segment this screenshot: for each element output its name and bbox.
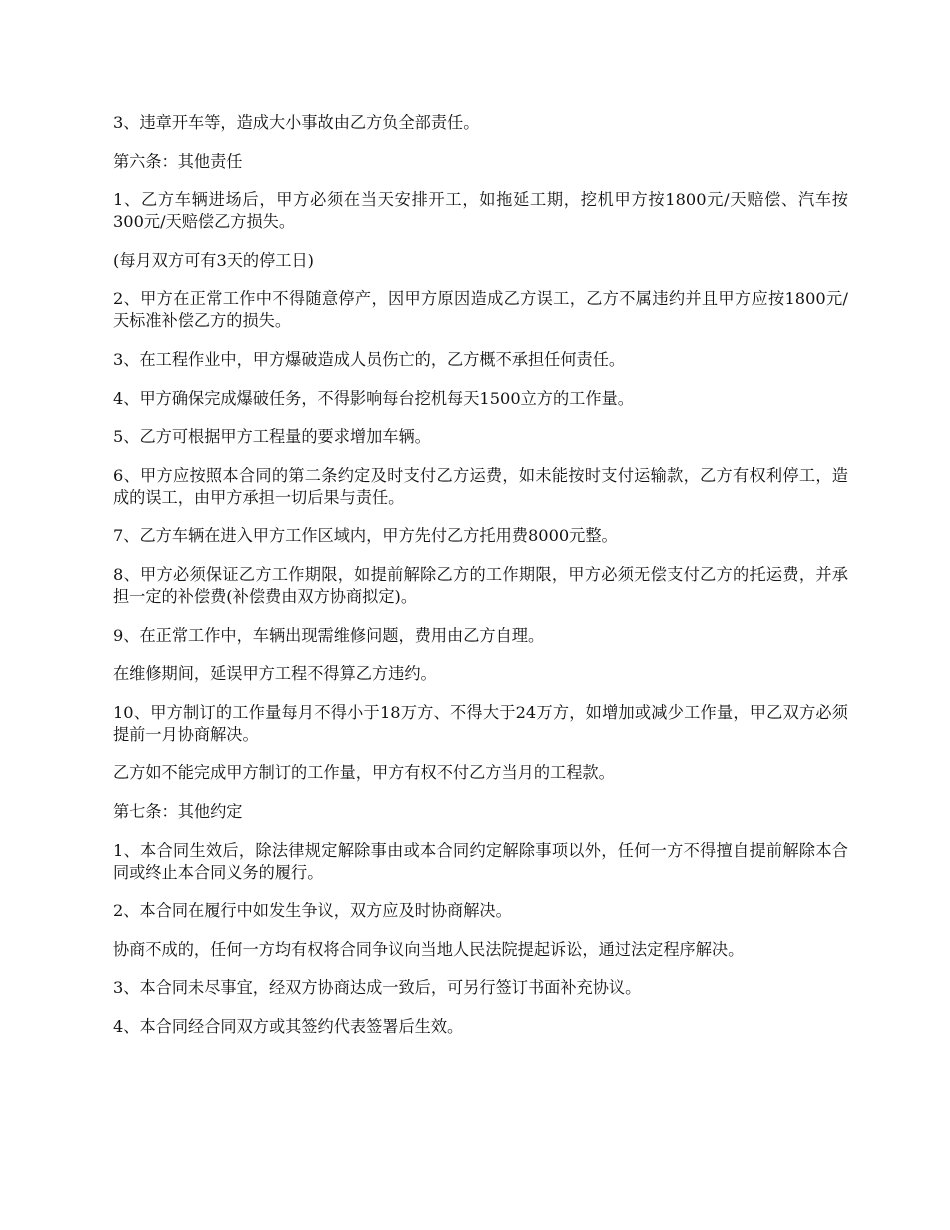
clause-5-add-vehicles: 5、乙方可根据甲方工程量的要求增加车辆。 — [113, 427, 431, 447]
note-monthly-stoppage: (每月双方可有3天的停工日) — [113, 250, 314, 270]
clause-9-maintenance: 9、在正常工作中，车辆出现需维修问题，费用由乙方自理。 — [113, 625, 545, 645]
clause-2-disputes: 2、本合同在履行中如发生争议，双方应及时协商解决。 — [113, 901, 512, 921]
clause-3-blasting-liability: 3、在工程作业中，甲方爆破造成人员伤亡的，乙方概不承担任何责任。 — [113, 349, 626, 369]
clause-4-blasting-task: 4、甲方确保完成爆破任务，不得影响每台挖机每天1500立方的工作量。 — [113, 388, 634, 408]
maintenance-note: 在维修期间，延误甲方工程不得算乙方违约。 — [113, 664, 437, 684]
article-6-heading: 第六条：其他责任 — [113, 151, 243, 171]
clause-10-workload: 10、甲方制订的工作量每月不得小于18万方、不得大于24万方，如增加或减少工作量，甲乙双方必须提前一月协商解决。 — [113, 702, 848, 744]
clause-6-payment: 6、甲方应按照本合同的第二条约定及时支付乙方运费，如未能按时支付运输款，乙方有权利停工，造成的误工，由甲方承担一切后果与责任。 — [113, 465, 848, 507]
disputes-litigation-note: 协商不成的，任何一方均有权将合同争议向当地人民法院提起诉讼，通过法定程序解决。 — [113, 939, 745, 959]
document-page — [113, 112, 848, 1054]
clause-1-no-early-termination: 1、本合同生效后，除法律规定解除事由或本合同约定解除事项以外，任何一方不得擅自提前解除本合同或终止本合同义务的履行。 — [113, 840, 848, 882]
clause-3-violation: 3、违章开车等，造成大小事故由乙方负全部责任。 — [113, 113, 480, 132]
clause-2-no-arbitrary-stop: 2、甲方在正常工作中不得随意停产，因甲方原因造成乙方误工，乙方不属违约并且甲方应按1800元/天标准补偿乙方的损失。 — [113, 289, 848, 331]
clause-4-effective: 4、本合同经合同双方或其签约代表签署后生效。 — [113, 1016, 464, 1036]
workload-note: 乙方如不能完成甲方制订的工作量，甲方有权不付乙方当月的工程款。 — [113, 763, 615, 783]
article-7-heading: 第七条：其他约定 — [113, 801, 243, 821]
clause-1-delay-compensation: 1、乙方车辆进场后，甲方必须在当天安排开工，如拖延工期，挖机甲方按1800元/天赔偿、汽车按300元/天赔偿乙方损失。 — [113, 190, 848, 232]
clause-7-advance-fee: 7、乙方车辆在进入甲方工作区域内，甲方先付乙方托用费8000元整。 — [113, 526, 618, 546]
clause-3-supplementary: 3、本合同未尽事宜，经双方协商达成一致后，可另行签订书面补充协议。 — [113, 978, 642, 998]
clause-8-work-period: 8、甲方必须保证乙方工作期限，如提前解除乙方的工作期限，甲方必须无偿支付乙方的托运费，并承担一定的补偿费(补偿费由双方协商拟定)。 — [113, 564, 848, 606]
